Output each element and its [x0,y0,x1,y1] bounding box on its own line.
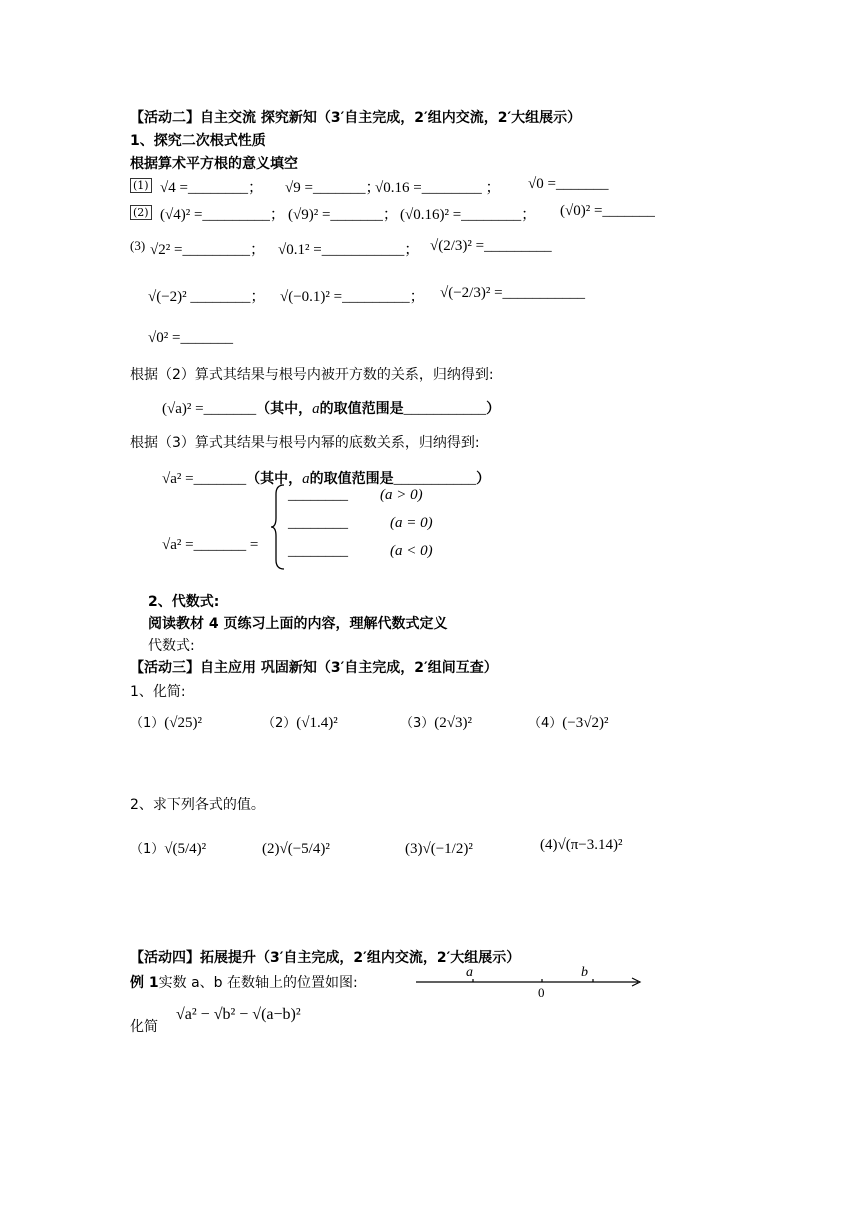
case-3-blank: ________ [288,543,348,559]
activity2-heading: 【活动二】自主交流 探究新知（3′自主完成，2′组内交流，2′大组展示） [130,110,582,126]
case-2-blank: ________ [288,515,348,531]
instruction-fill: 根据算术平方根的意义填空 [130,156,298,172]
activity3-heading: 【活动三】自主应用 巩固新知（3′自主完成，2′组间互查） [130,660,498,676]
expr-sqrt016: √0.16 =________ ； [375,180,501,196]
q2-item-1 [130,838,206,858]
example-1-text: 实数 a、b 在数轴上的位置如图: [158,975,358,991]
q2-title: 2、求下列各式的值。 [130,797,265,813]
formula-b-expr: √a² =_______ [162,471,247,487]
expr-sqrt016-squared: (√0.16)² =________； [400,207,537,223]
q2-item-1-number: （1） [130,842,165,857]
q1-item-2-expr: (√1.4)² [296,715,338,731]
q1-item-3-number: （3） [400,716,435,731]
expr-sqrt9: √9 =_______； [285,180,381,196]
section2-title: 2、代数式: [148,594,220,610]
example-1 [130,972,358,992]
expr-sqrt9-squared: (√9)² =_______； [288,207,398,223]
formula-b [162,468,490,488]
q1-item-4-expr: (−3√2)² [562,715,609,731]
expr-sqrt0: √0 =_______ [528,176,609,192]
formula-a-note-prefix: （其中， [256,401,313,417]
q1-item-3-expr: (2√3)² [434,715,473,731]
label-b: b [581,965,588,980]
formula-b-note-prefix: （其中， [246,471,303,487]
expr-sqrt-neg01-squared: √(−0.1)² =_________； [280,289,425,305]
q2-item-3-number: (3) [405,841,423,857]
formula-b-blank: ___________ [393,471,477,487]
q1-item-2 [262,712,338,732]
basis-2-text: 根据（2）算式其结果与根号内被开方数的关系，归纳得到: [130,367,494,383]
q2-item-3-expr: √(−1/2)² [422,841,473,857]
case-1-blank: ________ [288,487,348,503]
q1-item-1 [130,712,202,732]
basis-3-text: 根据（3）算式其结果与根号内幂的底数关系，归纳得到: [130,435,480,451]
section1-title: 1、探究二次根式性质 [130,133,266,149]
simplify-label: 化简 [130,1019,158,1035]
q1-item-3 [400,712,472,732]
formula-b-note-suffix: ） [476,471,491,487]
case-2-condition: (a = 0) [390,515,433,531]
q1-item-4 [528,712,608,732]
section2-definition: 代数式: [148,638,195,654]
formula-a-note-mid: 的取值范围是 [319,401,404,417]
section2-reading: 阅读教材 4 页练习上面的内容，理解代数式定义 [148,616,448,632]
label-a: a [466,965,473,980]
q2-item-3 [405,838,473,858]
activity4-heading: 【活动四】拓展提升（3′自主完成，2′组内交流，2′大组展示） [130,950,521,966]
formula-b-note-mid: 的取值范围是 [309,471,394,487]
q2-item-4-expr: √(π−3.14)² [557,837,623,853]
formula-a-var: a [312,401,320,417]
expr-sqrt-01-squared: √0.1² =___________； [278,242,420,258]
formula-c-expr: √a² =_______ = [162,537,259,553]
number-line [410,962,650,1002]
q1-item-4-number: （4） [528,716,563,731]
formula-a-blank: ___________ [403,401,487,417]
formula-a-expr: (√a)² =_______ [162,401,257,417]
item-number-1: (1) [130,178,152,193]
q1-item-1-expr: (√25)² [164,715,203,731]
expr-sqrt0-squared: (√0)² =_______ [560,203,655,219]
label-zero: 0 [538,985,545,1000]
q1-item-1-number: （1） [130,716,165,731]
formula-a [162,398,500,418]
item-number-3: (3) [130,238,146,253]
expr-sqrt-2-squared: √2² =_________； [150,242,265,258]
case-1-condition: (a > 0) [380,487,423,503]
expr-sqrt-neg2-squared: √(−2)² ________； [148,289,266,305]
q2-item-4 [540,834,623,854]
example-1-label: 例 1 [130,975,159,991]
expr-sqrt-0-squared: √0² =_______ [148,330,233,346]
q2-item-4-number: (4) [540,837,558,853]
formula-a-note-suffix: ） [486,401,501,417]
simplify-expression: √a² − √b² − √(a−b)² [176,1006,301,1023]
piecewise-brace [270,482,290,572]
formula-b-var: a [302,471,310,487]
q1-title: 1、化简: [130,684,186,700]
q2-item-2-expr: √(−5/4)² [279,841,330,857]
q1-item-2-number: （2） [262,716,297,731]
q2-item-2 [262,838,330,858]
expr-sqrt-frac23-squared: √(2/3)² =_________ [430,238,552,254]
case-3-condition: (a < 0) [390,543,433,559]
q2-item-1-expr: √(5/4)² [164,841,207,857]
item-number-2: (2) [130,205,152,220]
expr-sqrt-neg-frac23-squared: √(−2/3)² =___________ [440,285,586,301]
q2-item-2-number: (2) [262,841,280,857]
expr-sqrt4: √4 =________； [160,180,263,196]
expr-sqrt4-squared: (√4)² =_________； [160,207,285,223]
